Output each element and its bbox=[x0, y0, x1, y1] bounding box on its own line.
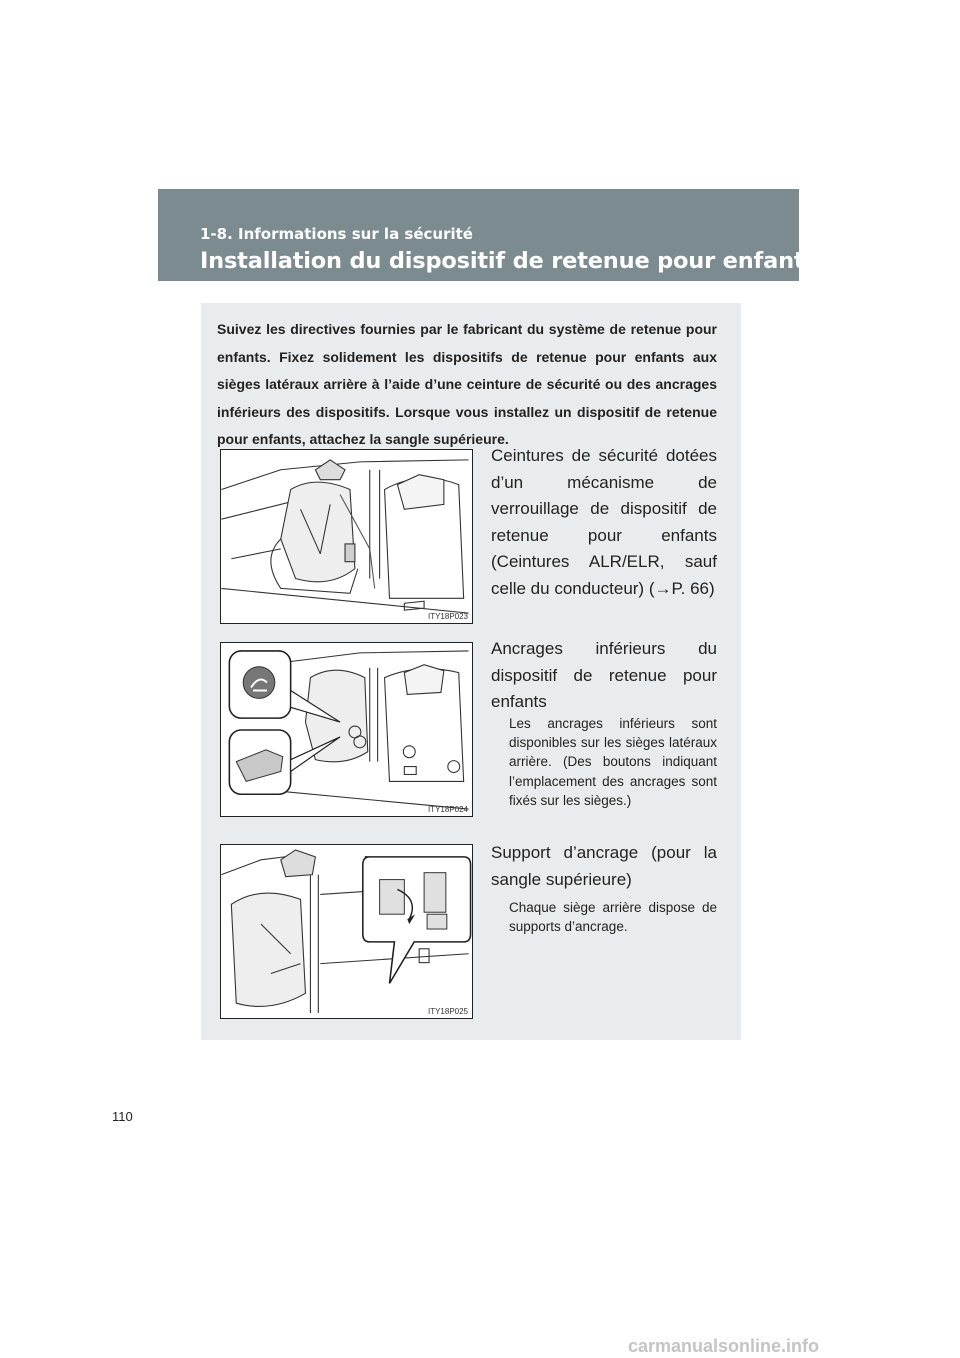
image-code: ITY18P024 bbox=[427, 805, 468, 814]
image-code: ITY18P025 bbox=[427, 1007, 468, 1016]
item-heading: Support d’ancrage (pour la sangle supérieure) bbox=[491, 843, 717, 889]
tether-anchor-drawing bbox=[221, 845, 472, 1018]
watermark: carmanualsonline.info bbox=[628, 1336, 820, 1356]
section-label: 1-8. Informations sur la sécurité bbox=[200, 225, 473, 243]
section-header bbox=[158, 189, 818, 281]
illustration-lower-anchors bbox=[220, 642, 473, 817]
child-seat-seatbelt-drawing bbox=[221, 450, 472, 623]
intro-paragraph: Suivez les directives fournies par le fabricant du système de retenue pour enfants. Fixez solidement les dispositifs de retenue pour enfants aux sièges latéraux arrière à l’aide d’une ceinture de sécurité ou des ancrages inférieurs des dispositifs. Lorsque vous installez un dispositif de retenue pour enfants, attachez la sangle supérieure. bbox=[217, 321, 717, 447]
lower-anchors-drawing bbox=[221, 643, 472, 816]
item-description: Les ancrages inférieurs sont disponibles sur les sièges latéraux arrière. (Des boutons indiquant l’emplacement des ancrages sont fixés sur les sièges.) bbox=[509, 716, 717, 808]
item-description: Chaque siège arrière dispose de supports d’ancrage. bbox=[509, 900, 717, 935]
illustration-seatbelt-child-seat bbox=[220, 449, 473, 624]
page-title: Installation du dispositif de retenue pour enfants bbox=[200, 248, 818, 274]
item-heading: Ancrages inférieurs du dispositif de retenue pour enfants bbox=[491, 639, 717, 712]
image-code: ITY18P023 bbox=[427, 612, 468, 621]
page-number: 110 bbox=[112, 1109, 133, 1124]
item-heading: Ceintures de sécurité dotées d’un mécanisme de verrouillage de dispositif de retenue pour enfants (Ceintures ALR/ELR, sauf celle du conducteur) (→P. 66) bbox=[491, 446, 717, 598]
illustration-tether-anchor bbox=[220, 844, 473, 1019]
